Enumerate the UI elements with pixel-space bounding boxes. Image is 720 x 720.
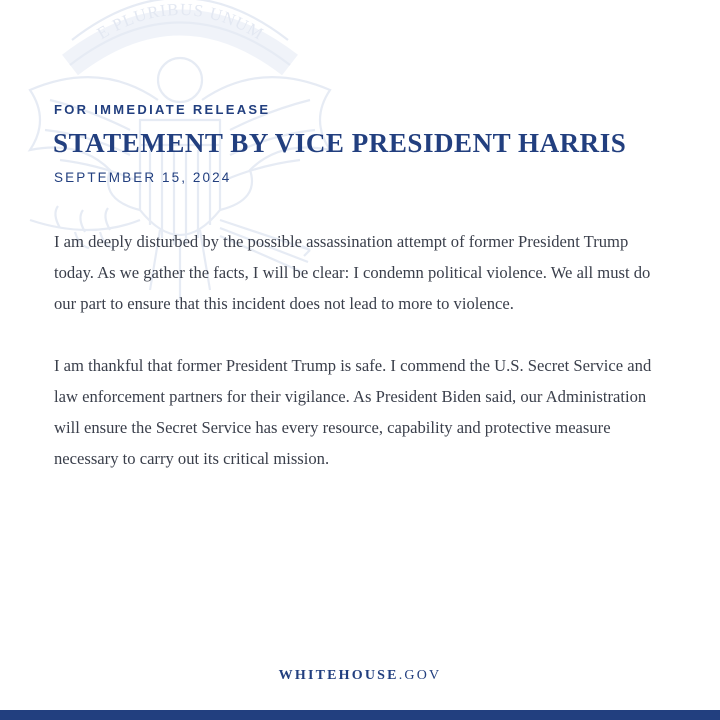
whitehouse-gov-link[interactable] [0, 668, 720, 684]
release-date: SEPTEMBER 15, 2024 [54, 170, 232, 185]
page-title: STATEMENT BY VICE PRESIDENT HARRIS [53, 128, 627, 158]
statement-body [54, 226, 654, 505]
release-kicker: FOR IMMEDIATE RELEASE [54, 102, 271, 117]
svg-text:E PLURIBUS UNUM: E PLURIBUS UNUM [93, 0, 268, 44]
statement-paragraph: I am deeply disturbed by the possible assassination attempt of former President Trump today. As we gather the facts, I will be clear: I condemn political violence. We all must do our part to ensure that this incident does not lead to more to violence. [54, 232, 651, 313]
bottom-accent-bar [0, 710, 720, 720]
statement-paragraph: I am thankful that former President Trump is safe. I commend the U.S. Secret Service and law enforcement partners for their vigilance. As President Biden said, our Administration will ensure the Secret Service has every resource, capability and protective measure necessary to carry out its critical mission. [54, 356, 652, 468]
footer-domain-main: WHITEHOUSE [278, 668, 399, 683]
footer-domain-tld: .GOV [398, 668, 442, 683]
